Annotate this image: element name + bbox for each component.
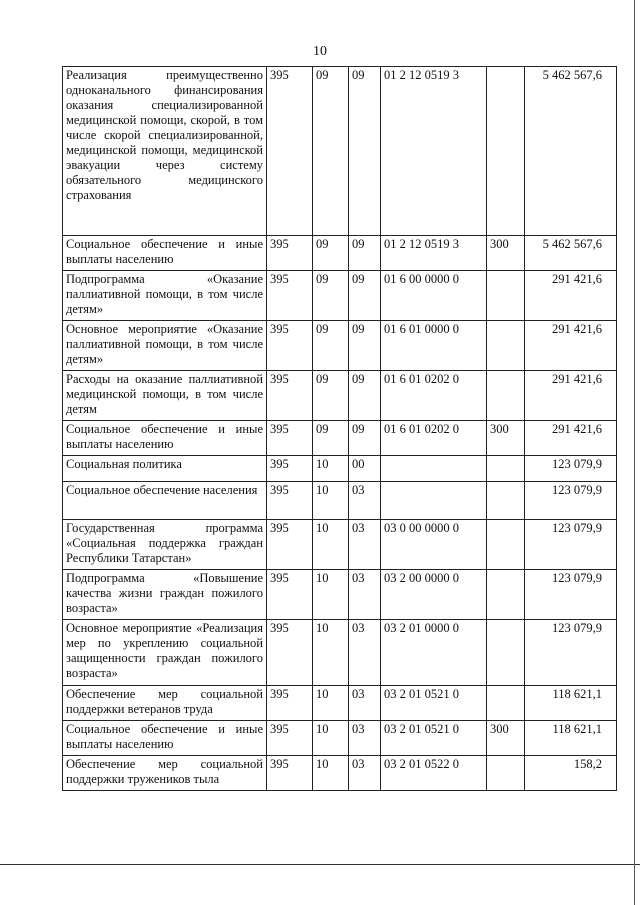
row-section-code: 10 bbox=[313, 756, 349, 791]
table-row bbox=[63, 67, 617, 236]
row-subsection-code: 09 bbox=[349, 271, 381, 321]
row-ministry-code: 395 bbox=[267, 321, 313, 371]
row-ministry-code: 395 bbox=[267, 67, 313, 236]
row-expense-type-code bbox=[487, 456, 525, 482]
row-name: Социальная политика bbox=[63, 456, 267, 482]
row-target-article-code bbox=[381, 456, 487, 482]
row-section-code: 10 bbox=[313, 721, 349, 756]
row-target-article-code: 03 2 00 0000 0 bbox=[381, 570, 487, 620]
table-row bbox=[63, 570, 617, 620]
row-ministry-code: 395 bbox=[267, 421, 313, 456]
row-target-article-code: 03 2 01 0000 0 bbox=[381, 620, 487, 686]
row-subsection-code: 09 bbox=[349, 67, 381, 236]
row-section-code: 09 bbox=[313, 421, 349, 456]
row-amount: 291 421,6 bbox=[525, 271, 617, 321]
table-row bbox=[63, 620, 617, 686]
table-row bbox=[63, 756, 617, 791]
row-amount: 123 079,9 bbox=[525, 482, 617, 520]
row-name: Реализация преимущественно одноканального финансирования оказания специализированной медицинской помощи, скорой, в том числе скорой специализированной, медицинской помощи, медицинской эвакуации через систему обязательного медицинского страхования bbox=[63, 67, 267, 236]
row-section-code: 10 bbox=[313, 570, 349, 620]
row-subsection-code: 03 bbox=[349, 620, 381, 686]
page-right-edge bbox=[634, 0, 635, 905]
row-amount: 291 421,6 bbox=[525, 371, 617, 421]
row-section-code: 09 bbox=[313, 321, 349, 371]
row-section-code: 09 bbox=[313, 371, 349, 421]
row-name: Расходы на оказание паллиативной медицинской помощи, в том числе детям bbox=[63, 371, 267, 421]
row-amount: 123 079,9 bbox=[525, 456, 617, 482]
row-section-code: 10 bbox=[313, 686, 349, 721]
row-expense-type-code bbox=[487, 371, 525, 421]
table-row bbox=[63, 482, 617, 520]
row-expense-type-code bbox=[487, 321, 525, 371]
row-section-code: 09 bbox=[313, 67, 349, 236]
row-subsection-code: 03 bbox=[349, 482, 381, 520]
row-target-article-code: 01 6 00 0000 0 bbox=[381, 271, 487, 321]
table-row bbox=[63, 421, 617, 456]
row-amount: 123 079,9 bbox=[525, 620, 617, 686]
row-expense-type-code bbox=[487, 67, 525, 236]
table-row bbox=[63, 456, 617, 482]
row-amount: 158,2 bbox=[525, 756, 617, 791]
table-row bbox=[63, 686, 617, 721]
page-bottom-rule bbox=[0, 864, 640, 865]
row-amount: 118 621,1 bbox=[525, 721, 617, 756]
row-target-article-code: 01 2 12 0519 3 bbox=[381, 236, 487, 271]
row-expense-type-code: 300 bbox=[487, 421, 525, 456]
row-ministry-code: 395 bbox=[267, 271, 313, 321]
table-row bbox=[63, 321, 617, 371]
row-name: Подпрограмма «Оказание паллиативной помощи, в том числе детям» bbox=[63, 271, 267, 321]
row-target-article-code bbox=[381, 482, 487, 520]
row-section-code: 10 bbox=[313, 456, 349, 482]
row-expense-type-code: 300 bbox=[487, 236, 525, 271]
row-amount: 123 079,9 bbox=[525, 570, 617, 620]
row-expense-type-code bbox=[487, 520, 525, 570]
row-expense-type-code bbox=[487, 756, 525, 791]
row-amount: 291 421,6 bbox=[525, 321, 617, 371]
row-expense-type-code bbox=[487, 570, 525, 620]
row-name: Социальное обеспечение и иные выплаты населению bbox=[63, 236, 267, 271]
row-target-article-code: 01 6 01 0202 0 bbox=[381, 421, 487, 456]
row-target-article-code: 03 2 01 0521 0 bbox=[381, 721, 487, 756]
row-name: Основное мероприятие «Реализация мер по укреплению социальной защищенности граждан пожилого возраста» bbox=[63, 620, 267, 686]
row-amount: 5 462 567,6 bbox=[525, 236, 617, 271]
row-subsection-code: 03 bbox=[349, 570, 381, 620]
row-expense-type-code bbox=[487, 271, 525, 321]
row-subsection-code: 03 bbox=[349, 756, 381, 791]
row-name: Социальное обеспечение и иные выплаты населению bbox=[63, 721, 267, 756]
row-section-code: 09 bbox=[313, 236, 349, 271]
row-ministry-code: 395 bbox=[267, 721, 313, 756]
table-row bbox=[63, 371, 617, 421]
row-target-article-code: 03 0 00 0000 0 bbox=[381, 520, 487, 570]
row-name: Основное мероприятие «Оказание паллиативной помощи, в том числе детям» bbox=[63, 321, 267, 371]
row-target-article-code: 03 2 01 0522 0 bbox=[381, 756, 487, 791]
row-ministry-code: 395 bbox=[267, 482, 313, 520]
row-name: Обеспечение мер социальной поддержки ветеранов труда bbox=[63, 686, 267, 721]
row-subsection-code: 09 bbox=[349, 236, 381, 271]
row-amount: 118 621,1 bbox=[525, 686, 617, 721]
row-subsection-code: 09 bbox=[349, 321, 381, 371]
row-target-article-code: 01 2 12 0519 3 bbox=[381, 67, 487, 236]
row-name: Подпрограмма «Повышение качества жизни граждан пожилого возраста» bbox=[63, 570, 267, 620]
row-amount: 291 421,6 bbox=[525, 421, 617, 456]
row-amount: 5 462 567,6 bbox=[525, 67, 617, 236]
row-section-code: 09 bbox=[313, 271, 349, 321]
row-subsection-code: 09 bbox=[349, 371, 381, 421]
row-ministry-code: 395 bbox=[267, 520, 313, 570]
row-name: Обеспечение мер социальной поддержки тружеников тыла bbox=[63, 756, 267, 791]
table-row bbox=[63, 721, 617, 756]
row-subsection-code: 03 bbox=[349, 721, 381, 756]
row-subsection-code: 09 bbox=[349, 421, 381, 456]
table-row bbox=[63, 271, 617, 321]
row-subsection-code: 03 bbox=[349, 520, 381, 570]
row-name: Социальное обеспечение населения bbox=[63, 482, 267, 520]
row-expense-type-code bbox=[487, 686, 525, 721]
row-subsection-code: 03 bbox=[349, 686, 381, 721]
row-target-article-code: 01 6 01 0000 0 bbox=[381, 321, 487, 371]
row-section-code: 10 bbox=[313, 482, 349, 520]
row-ministry-code: 395 bbox=[267, 456, 313, 482]
row-name: Государственная программа «Социальная поддержка граждан Республики Татарстан» bbox=[63, 520, 267, 570]
row-expense-type-code bbox=[487, 620, 525, 686]
row-subsection-code: 00 bbox=[349, 456, 381, 482]
row-expense-type-code bbox=[487, 482, 525, 520]
row-section-code: 10 bbox=[313, 520, 349, 570]
row-target-article-code: 03 2 01 0521 0 bbox=[381, 686, 487, 721]
page-number: 10 bbox=[313, 44, 327, 59]
row-ministry-code: 395 bbox=[267, 756, 313, 791]
row-ministry-code: 395 bbox=[267, 570, 313, 620]
row-target-article-code: 01 6 01 0202 0 bbox=[381, 371, 487, 421]
row-amount: 123 079,9 bbox=[525, 520, 617, 570]
table-row bbox=[63, 520, 617, 570]
row-name: Социальное обеспечение и иные выплаты населению bbox=[63, 421, 267, 456]
row-ministry-code: 395 bbox=[267, 371, 313, 421]
row-section-code: 10 bbox=[313, 620, 349, 686]
row-expense-type-code: 300 bbox=[487, 721, 525, 756]
row-ministry-code: 395 bbox=[267, 236, 313, 271]
row-ministry-code: 395 bbox=[267, 686, 313, 721]
row-ministry-code: 395 bbox=[267, 620, 313, 686]
budget-table bbox=[62, 66, 617, 791]
table-row bbox=[63, 236, 617, 271]
